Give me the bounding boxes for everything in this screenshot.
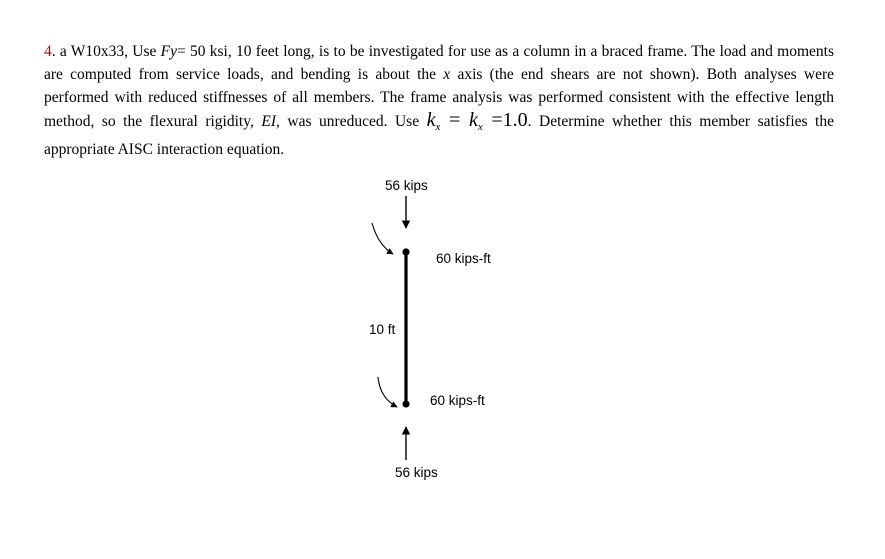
- problem-number: 4: [44, 43, 52, 60]
- problem-text-3: axis (the end shears are not shown). Both analyses were performed with reduced stiffnesses of all members. The frame analysis was performed consistent with the effective length method, so the flexural rigidity,: [44, 65, 834, 131]
- top-moment-label: 60 kips-ft: [436, 251, 491, 266]
- k-value: =1.0: [482, 109, 528, 132]
- problem-text-2: = 50 ksi, 10 feet long, is to be investigated for use as a column in a braced frame. The load and moments are computed from service loads, and bending is about the: [44, 43, 834, 83]
- bottom-moment-arrow: [378, 377, 397, 407]
- k-variable-2: k: [468, 109, 478, 132]
- problem-text-4: was unreduced. Use: [279, 113, 427, 131]
- top-moment-arrow: [372, 223, 393, 254]
- problem-text-1: . a W10x33, Use: [51, 43, 161, 60]
- axis-variable: x: [443, 65, 451, 83]
- bottom-node: [402, 400, 409, 407]
- top-load-label: 56 kips: [385, 178, 428, 193]
- problem-text-5: . Determine whether this member satisfies the appropriate AISC interaction equation.: [44, 113, 834, 159]
- k-subscript-1: x: [435, 121, 441, 134]
- length-label: 10 ft: [369, 322, 396, 337]
- equals-sign: =: [440, 109, 469, 132]
- bottom-moment-label: 60 kips-ft: [430, 393, 485, 408]
- flexural-rigidity-symbol: EI,: [261, 113, 280, 131]
- top-node: [402, 248, 409, 255]
- k-variable-1: k: [426, 109, 436, 132]
- bottom-load-label: 56 kips: [395, 465, 438, 480]
- k-subscript-2: x: [477, 121, 483, 134]
- fy-symbol: Fy: [160, 43, 177, 60]
